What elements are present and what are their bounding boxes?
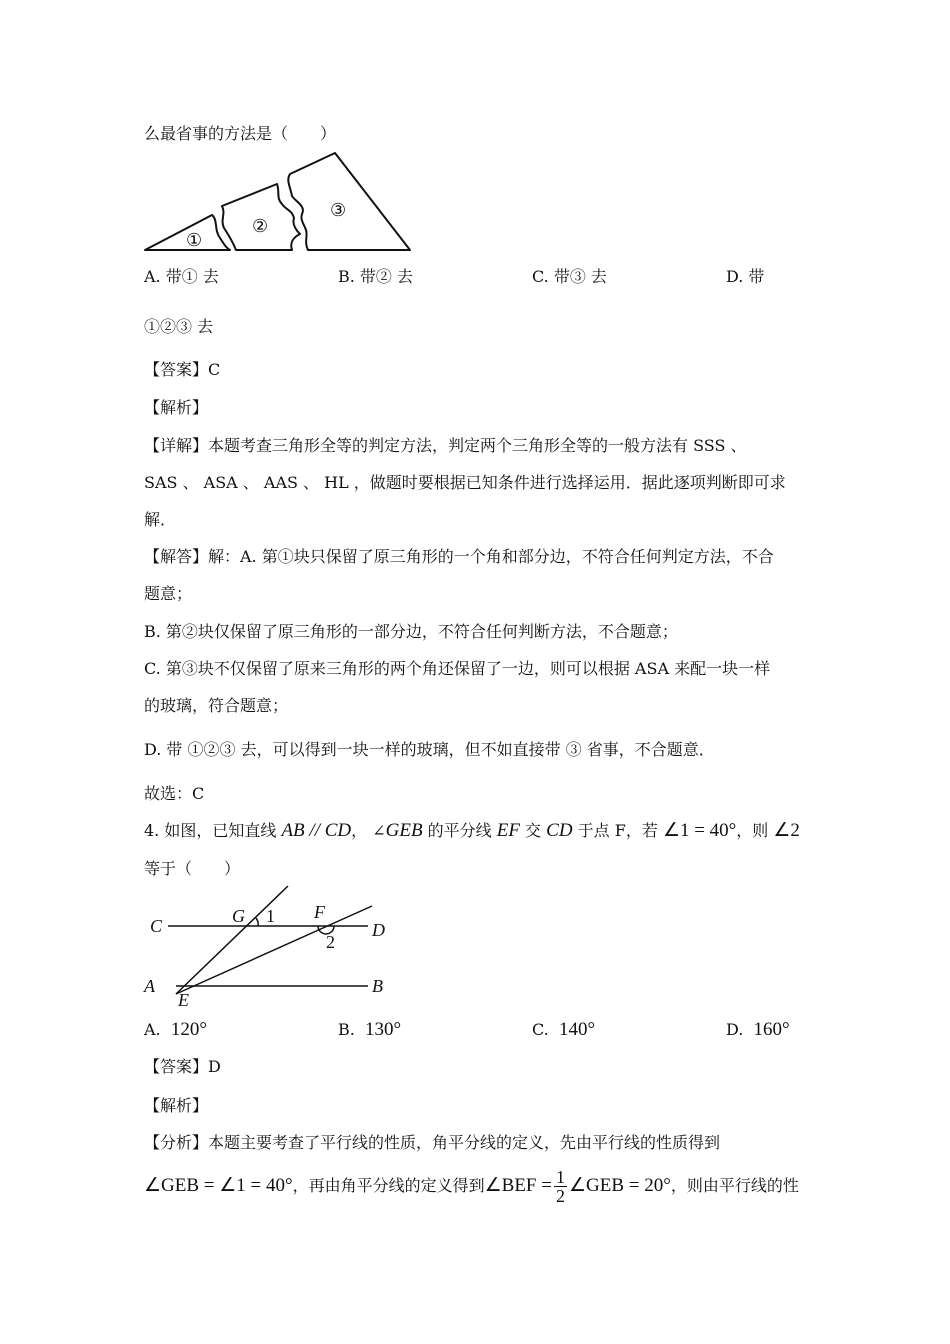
q3-option-a: A. 带① 去 xyxy=(144,267,219,286)
q4-analysis-line1: 【分析】本题主要考查了平行线的性质，角平分线的定义，先由平行线的性质得到 xyxy=(144,1133,721,1152)
q3-detail-line1: 【详解】本题考查三角形全等的判定方法，判定两个三角形全等的一般方法有 SSS 、 xyxy=(144,436,747,455)
q3-option-c: C. 带③ 去 xyxy=(532,267,607,286)
q4-option-b: B. 130° xyxy=(338,1019,402,1040)
q4-stem-b: ， ∠ xyxy=(351,821,386,840)
q4-ab-parallel-cd: AB // CD xyxy=(281,820,352,841)
q4-answer: 【答案】D xyxy=(144,1057,221,1076)
q3-detail-line3: 解． xyxy=(144,510,177,529)
q4-ana-geb-20: ∠GEB = 20° xyxy=(568,1175,671,1196)
q4-option-d: D. 160° xyxy=(726,1019,790,1040)
q4-ana-bef: ∠BEF = xyxy=(484,1175,552,1196)
q3-solution-c1: C. 第③块不仅保留了原来三角形的两个角还保留了一边，则可以根据 ASA 来配一块一样 xyxy=(144,659,771,678)
q3-option-d-cont: ①②③ 去 xyxy=(144,317,214,336)
q4-ana-fraction: $\frac{1}{2}$ xyxy=(555,1167,565,1206)
q4-label-e: E xyxy=(178,990,189,1010)
q4-jiexi: 【解析】 xyxy=(144,1096,209,1115)
q4-label-f: F xyxy=(314,902,325,922)
q3-fig-label-2: ② xyxy=(252,216,269,237)
q4-label-c: C xyxy=(150,916,163,936)
q4-option-c: C. 140° xyxy=(532,1019,596,1040)
q3-stem-tail: 么最省事的方法是（ ） xyxy=(144,124,337,143)
q4-angle1: ∠1 = 40° xyxy=(662,820,737,841)
q4-ana-geb-eq: ∠GEB = ∠1 = 40° xyxy=(144,1175,293,1196)
q4-label-g: G xyxy=(232,906,245,926)
q4-ana-text-b: ，再由角平分线的定义得到 xyxy=(292,1176,485,1195)
q3-fig-label-1: ① xyxy=(186,230,203,251)
q4-ef: EF xyxy=(496,820,520,841)
q3-solution-c2: 的玻璃，符合题意； xyxy=(144,696,289,715)
q4-stem-line2: 等于（ ） xyxy=(144,859,241,878)
q3-detail-line2: SAS 、 ASA 、 AAS 、 HL ，做题时要根据已知条件进行选择运用．据此逐项判断即可求 xyxy=(144,473,786,492)
q3-solution-line2: 题意； xyxy=(144,584,193,603)
q4-stem-a: 4. 如图，已知直线 xyxy=(144,821,282,840)
q4-parallel-lines-figure xyxy=(140,880,400,1010)
q4-stem-c: 的平分线 xyxy=(422,821,497,840)
q4-label-d: D xyxy=(372,920,385,940)
q4-geb: GEB xyxy=(385,820,423,841)
q3-jiexi: 【解析】 xyxy=(144,398,209,417)
q3-option-b: B. 带② 去 xyxy=(338,267,414,286)
q3-choose: 故选：C xyxy=(144,784,205,803)
q4-stem-d: 交 xyxy=(519,821,547,840)
q3-answer: 【答案】C xyxy=(144,360,221,379)
q4-stem-line1 xyxy=(144,819,800,843)
q4-stem-e: 于点 F，若 xyxy=(572,821,663,840)
q4-ana-text-e: ，则由平行线的性 xyxy=(670,1176,799,1195)
q3-solution-line1: 【解答】解：A. 第①块只保留了原三角形的一个角和部分边，不符合任何判定方法，不合 xyxy=(144,547,774,566)
q4-angle2: ∠2 xyxy=(773,820,800,841)
q4-option-a: A. 120° xyxy=(144,1019,207,1040)
q4-label-a: A xyxy=(144,976,155,996)
q4-label-2: 2 xyxy=(326,932,335,952)
q3-option-d: D. 带 xyxy=(726,267,765,286)
q4-cd: CD xyxy=(546,820,573,841)
q4-label-b: B xyxy=(372,976,383,996)
q3-fig-label-3: ③ xyxy=(330,200,347,221)
q3-solution-b: B. 第②块仅保留了原三角形的一部分边，不符合任何判断方法，不合题意； xyxy=(144,622,678,641)
q3-solution-d: D. 带 ①②③ 去，可以得到一块一样的玻璃，但不如直接带 ③ 省事，不合题意． xyxy=(144,740,715,759)
q3-glass-figure xyxy=(140,148,420,258)
q4-stem-f: ，则 xyxy=(736,821,774,840)
q4-analysis-line2 xyxy=(144,1160,799,1212)
q4-label-1: 1 xyxy=(266,906,275,926)
